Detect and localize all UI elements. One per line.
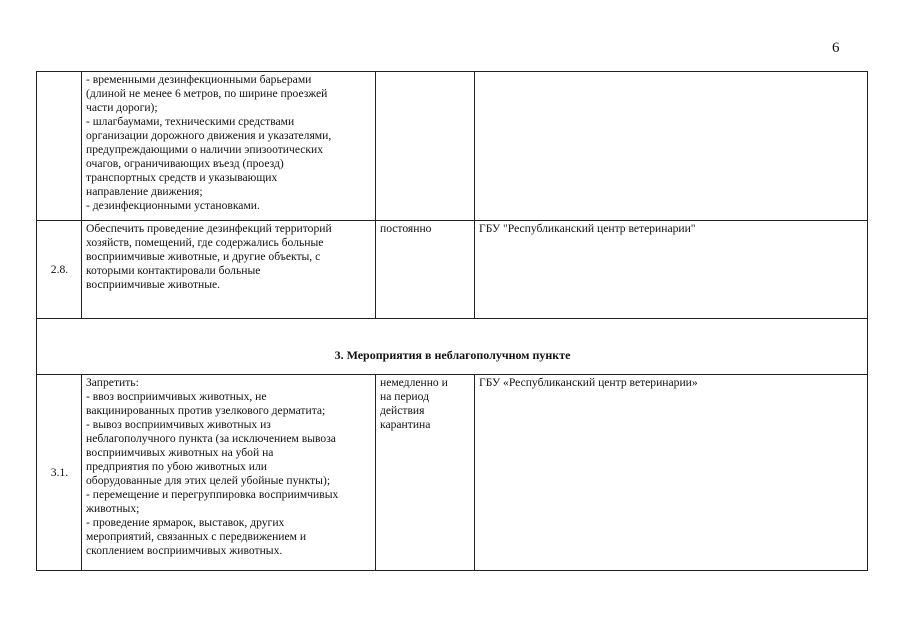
activity-line: предприятия по убою животных или [86,460,267,473]
activity-line: транспортных средств и указывающих [86,171,278,184]
activity-line: организации дорожного движения и указателями, [86,129,332,142]
activity-cell [82,221,376,319]
activity-line: животных; [86,502,140,515]
activity-line: мероприятий, связанных с передвижением и [86,530,307,543]
activity-line: оборудованные для этих целей убойные пункты); [86,474,331,487]
item-number [37,72,82,221]
activity-line: направление движения; [86,185,203,198]
item-number: 2.8. [37,221,82,319]
responsible-cell [475,72,868,221]
activity-line: предупреждающими о наличии эпизоотических [86,143,324,156]
activity-line: восприимчивых животных на убой на [86,446,274,459]
responsible-cell: ГБУ «Республиканский центр ветеринарии» [475,375,868,571]
activity-line: - вывоз восприимчивых животных из [86,418,271,431]
table-row [37,72,868,221]
term-line: действия [380,404,425,417]
table-row [37,221,868,319]
term-line: карантина [380,418,431,431]
activity-line: Обеспечить проведение дезинфекций территорий [86,222,332,235]
activity-line: - дезинфекционными установками. [86,199,260,212]
measures-table [36,71,868,571]
section-title: 3. Мероприятия в неблагополучном пункте [37,319,868,375]
term-cell [376,72,475,221]
activity-line: хозяйств, помещений, где содержались больные [86,236,324,249]
activity-line: - перемещение и перегруппировка восприимчивых [86,488,339,501]
activity-line: которыми контактировали больные [86,264,261,277]
activity-line: Запретить: [86,376,139,389]
activity-line: вакцинированных против узелкового дерматита; [86,404,326,417]
responsible-cell: ГБУ "Республиканский центр ветеринарии" [475,221,868,319]
activity-line: восприимчивые животные, и другие объекты, с [86,250,321,263]
activity-line: неблагополучного пункта (за исключением вывоза [86,432,336,445]
table-row [37,375,868,571]
term-line: на период [380,390,429,403]
activity-line: - временными дезинфекционными барьерами [86,73,312,86]
section-row [37,319,868,375]
activity-line: - проведение ярмарок, выставок, других [86,516,285,529]
activity-line: скоплением восприимчивых животных. [86,544,283,557]
term-cell: постоянно [376,221,475,319]
activity-line: восприимчивые животные. [86,278,221,291]
activity-cell [82,72,376,221]
page-number: 6 [832,40,840,56]
activity-cell [82,375,376,571]
term-cell [376,375,475,571]
item-number: 3.1. [37,375,82,571]
term-line: немедленно и [380,376,448,389]
activity-line: очагов, ограничивающих въезд (проезд) [86,157,284,170]
activity-line: - ввоз восприимчивых животных, не [86,390,267,403]
activity-line: (длиной не менее 6 метров, по ширине проезжей [86,87,328,100]
activity-line: части дороги); [86,101,158,114]
activity-line: - шлагбаумами, техническими средствами [86,115,295,128]
